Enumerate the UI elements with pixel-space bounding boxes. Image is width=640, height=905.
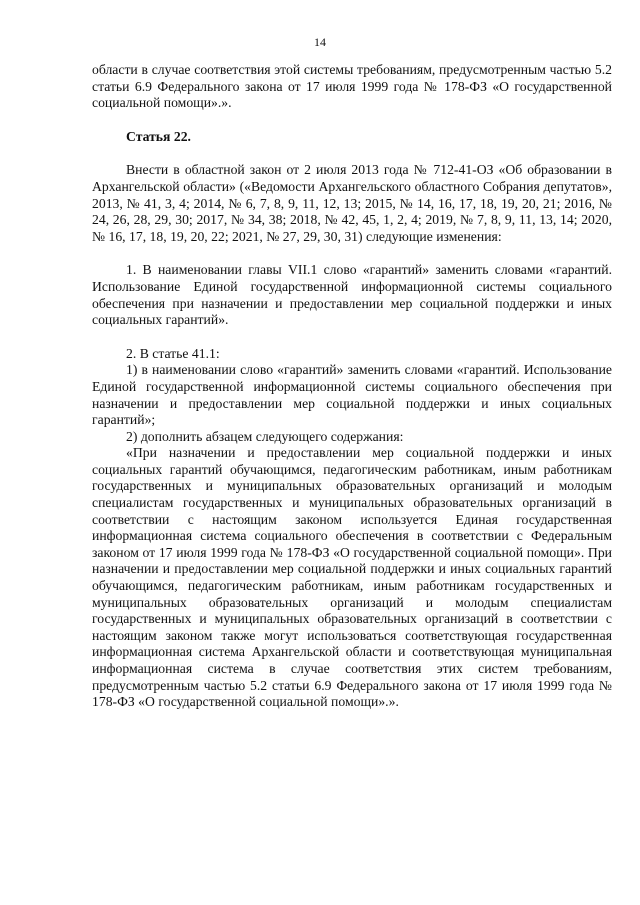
paragraph-item-2: 2. В статье 41.1:: [126, 345, 220, 361]
paragraph-item-1: 1. В наименовании главы VII.1 слово «гарантий» заменить словами «гарантий. Использование Единой государственной информационной системы социального обеспечения при назначении и предоставлении мер социальной поддержки и иных социальных гарантий».: [92, 262, 612, 328]
paragraph-quoted-addition: «При назначении и предоставлении мер социальной поддержки и иных социальных гарантий обучающимся, педагогическим работникам, иным работникам государственных и муниципальных образовательных организаций и молодым специалистам государственных и муниципальных образовательных организаций в соответствии с настоящим законом используется Единая государственная информационная система социального обеспечения в соответствии с Федеральным законом от 17 июля 1999 года № 178-ФЗ «О государственной социальной помощи». При назначении и предоставлении мер социальной поддержки и иных социальных гарантий обучающимся, педагогическим работникам, иным работникам государственных и муниципальных образовательных организаций и молодым специалистам государственных и муниципальных образовательных организаций в соответствии с настоящим законом также могут использоваться соответствующая государственная информационная система Архангельской области и соответствующая муниципальная информационная система в случае соответствия этих систем требованиям, предусмотренным частью 5.2 статьи 6.9 Федерального закона от 17 июля 1999 года № 178-ФЗ «О государственной социальной помощи».».: [92, 445, 612, 710]
paragraph-amendment-intro: Внести в областной закон от 2 июля 2013 года № 712-41-ОЗ «Об образовании в Архангельской области» («Ведомости Архангельского областного Собрания депутатов», 2013, № 41, 3, 4; 2014, № 6, 7, 8, 9, 11, 12, 13; 2015, № 14, 16, 17, 18, 19, 20, 21; 2016, № 24, 26, 28, 29, 30; 2017, № 34, 38; 2018, № 42, 45, 1, 2, 4; 2019, № 7, 8, 9, 11, 13, 14; 2020, № 16, 17, 18, 19, 20, 22; 2021, № 27, 29, 30, 31) следующие изменения:: [92, 162, 612, 244]
page-number: 14: [314, 35, 326, 49]
document-body: [92, 62, 612, 711]
paragraph-subitem-1: 1) в наименовании слово «гарантий» заменить словами «гарантий. Использование Единой государственной информационной системы социального обеспечения при назначении и предоставлении мер социальной поддержки и иных социальных гарантий»;: [92, 362, 612, 428]
article-heading: Статья 22.: [126, 128, 191, 144]
paragraph-subitem-2: 2) дополнить абзацем следующего содержания:: [126, 428, 404, 444]
paragraph-continuation: области в случае соответствия этой системы требованиям, предусмотренным частью 5.2 статьи 6.9 Федерального закона от 17 июля 1999 года № 178-ФЗ «О государственной социальной помощи».».: [92, 62, 612, 111]
